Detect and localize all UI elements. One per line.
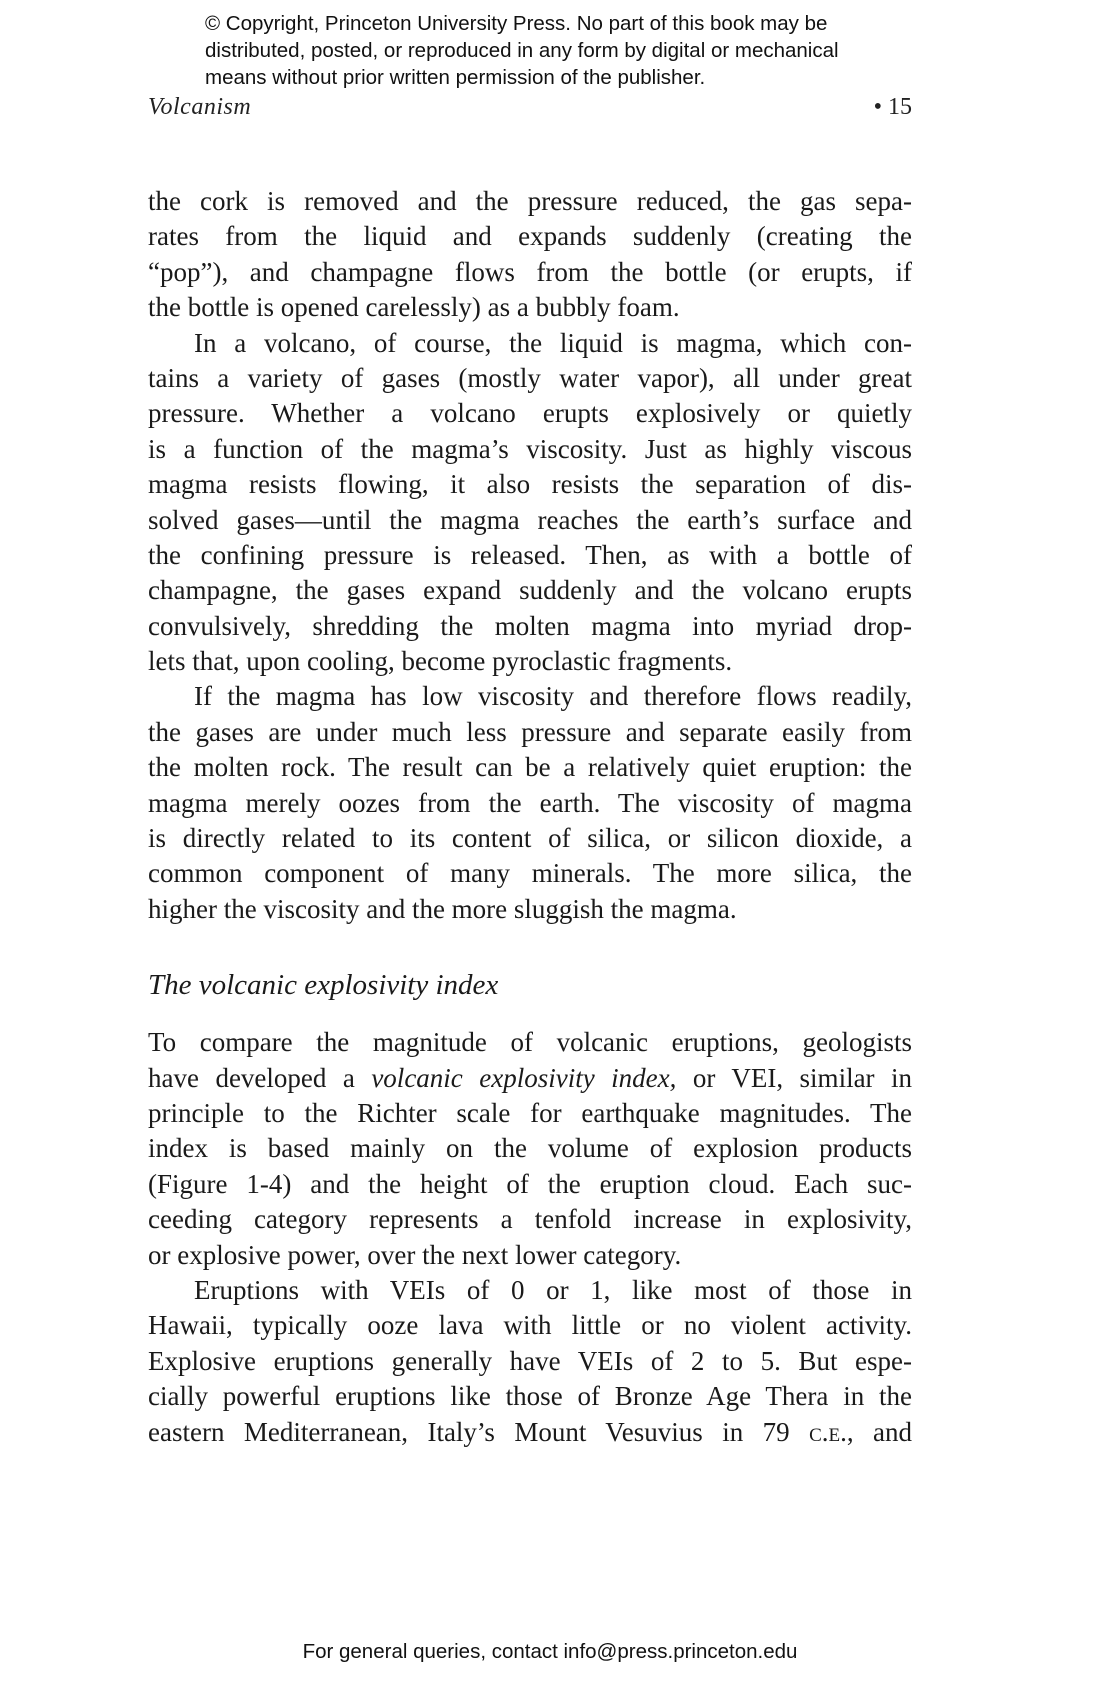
- text-run: or VEI, similar in: [676, 1062, 913, 1093]
- paragraph-4: [148, 1025, 912, 1273]
- copyright-notice: [205, 10, 925, 91]
- text-line: In a volcano, of course, the liquid is magma, which con-: [194, 327, 912, 358]
- copyright-line: © Copyright, Princeton University Press. No part of this book may be: [205, 12, 828, 35]
- text-line: the gases are under much less pressure and separate easily from: [148, 716, 912, 747]
- copyright-line: distributed, posted, or reproduced in any form by digital or mechanical: [205, 39, 839, 62]
- text-line: [148, 1415, 912, 1450]
- text-line: the cork is removed and the pressure reduced, the gas sepa-: [148, 186, 912, 216]
- paragraph-2: [148, 326, 912, 680]
- text-line: convulsively, shredding the molten magma into myriad drop-: [148, 610, 912, 641]
- small-caps-era: c.e.: [809, 1416, 847, 1447]
- text-line: magma resists flowing, it also resists the separation of dis-: [148, 469, 912, 500]
- text-line: the bottle is opened carelessly) as a bubbly foam.: [148, 292, 680, 323]
- footer-contact: For general queries, contact info@press.princeton.edu: [302, 1640, 798, 1663]
- text-line: If the magma has low viscosity and therefore flows readily,: [194, 681, 912, 712]
- text-line: or explosive power, over the next lower category.: [148, 1239, 682, 1270]
- body-text: [148, 184, 912, 1450]
- italic-term: volcanic explosivity index,: [371, 1062, 677, 1093]
- copyright-line: means without prior written permission of the publisher.: [205, 66, 706, 89]
- page-number: • 15: [873, 94, 912, 120]
- text-line: magma merely oozes from the earth. The viscosity of magma: [148, 787, 912, 818]
- text-run: eastern Mediterranean, Italy’s Mount Vesuvius in 79: [148, 1416, 810, 1447]
- text-run: , and: [846, 1416, 912, 1447]
- text-line: the molten rock. The result can be a relatively quiet eruption: the: [148, 752, 912, 783]
- text-line: principle to the Richter scale for earthquake magnitudes. The: [148, 1097, 912, 1128]
- text-line: lets that, upon cooling, become pyroclastic fragments.: [148, 646, 733, 677]
- section-heading: The volcanic explosivity index: [148, 969, 499, 1002]
- text-line: [148, 1061, 912, 1096]
- paragraph-5: [148, 1273, 912, 1450]
- text-line: the confining pressure is released. Then, as with a bottle of: [148, 539, 912, 570]
- running-head: [148, 94, 912, 134]
- text-line: common component of many minerals. The more silica, the: [148, 858, 912, 889]
- text-line: ceeding category represents a tenfold increase in explosivity,: [148, 1204, 912, 1235]
- paragraph-3: [148, 679, 912, 927]
- text-line: higher the viscosity and the more sluggish the magma.: [148, 893, 737, 924]
- text-line: (Figure 1-4) and the height of the eruption cloud. Each suc-: [148, 1168, 912, 1199]
- text-line: is a function of the magma’s viscosity. Just as highly viscous: [148, 433, 912, 464]
- text-line: is directly related to its content of silica, or silicon dioxide, a: [148, 823, 912, 854]
- text-line: Hawaii, typically ooze lava with little or no violent activity.: [148, 1310, 912, 1341]
- text-line: “pop”), and champagne flows from the bottle (or erupts, if: [148, 256, 912, 287]
- text-run: have developed a: [148, 1062, 372, 1093]
- text-line: Explosive eruptions generally have VEIs of 2 to 5. But espe-: [148, 1345, 912, 1376]
- text-line: rates from the liquid and expands suddenly (creating the: [148, 221, 912, 252]
- text-line: pressure. Whether a volcano erupts explosively or quietly: [148, 398, 912, 429]
- paragraph-1: [148, 184, 912, 326]
- text-line: cially powerful eruptions like those of Bronze Age Thera in the: [148, 1381, 912, 1412]
- text-line: tains a variety of gases (mostly water vapor), all under great: [148, 362, 912, 393]
- text-line: To compare the magnitude of volcanic eruptions, geologists: [148, 1027, 912, 1058]
- text-line: Eruptions with VEIs of 0 or 1, like most of those in: [194, 1274, 912, 1305]
- text-line: champagne, the gases expand suddenly and the volcano erupts: [148, 575, 912, 606]
- text-line: index is based mainly on the volume of explosion products: [148, 1133, 912, 1164]
- running-head-title: Volcanism: [148, 94, 252, 120]
- text-line: solved gases—until the magma reaches the earth’s surface and: [148, 504, 912, 535]
